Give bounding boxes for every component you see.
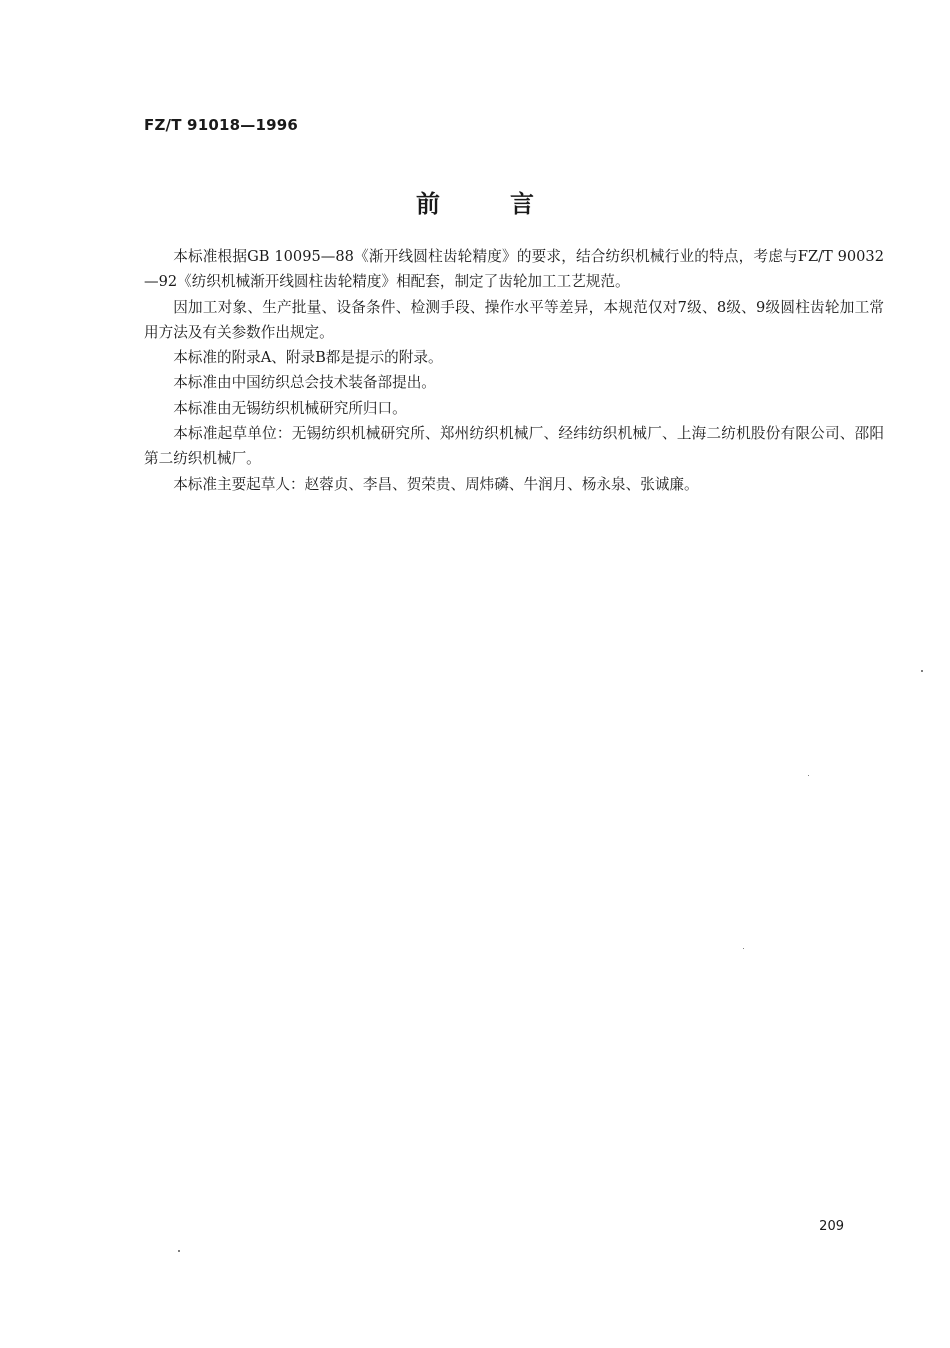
scan-speck (921, 670, 923, 672)
foreword-body (144, 244, 884, 497)
paragraph: 本标准由无锡纺织机械研究所归口。 (173, 399, 407, 417)
page-title (0, 184, 950, 219)
paragraph: 本标准的附录A、附录B都是提示的附录。 (173, 349, 443, 367)
title-char-2: 言 (510, 190, 534, 218)
paragraph: 本标准起草单位：无锡纺织机械研究所、郑州纺织机械厂、经纬纺织机械厂、上海二纺机股份有限公司、邵阳第二纺织机械厂。 (144, 425, 884, 468)
title-char-1: 前 (416, 190, 440, 218)
scan-speck (178, 1250, 180, 1252)
paragraph: 本标准主要起草人：赵蓉贞、李昌、贺荣贵、周炜磷、牛润月、杨永泉、张诚廉。 (173, 475, 699, 493)
standard-code: FZ/T 91018—1996 (144, 116, 298, 134)
scan-speck (808, 775, 809, 776)
paragraph: 本标准由中国纺织总会技术装备部提出。 (173, 374, 436, 392)
page-number: 209 (819, 1219, 844, 1234)
paragraph: 本标准根据GB 10095—88《渐开线圆柱齿轮精度》的要求，结合纺织机械行业的特点，考虑与FZ/T 90032—92《纺织机械渐开线圆柱齿轮精度》相配套，制定了齿轮加工工艺规范。 (144, 248, 884, 291)
paragraph: 因加工对象、生产批量、设备条件、检测手段、操作水平等差异，本规范仅对7级、8级、9级圆柱齿轮加工常用方法及有关参数作出规定。 (144, 298, 884, 341)
scan-speck (743, 948, 744, 949)
